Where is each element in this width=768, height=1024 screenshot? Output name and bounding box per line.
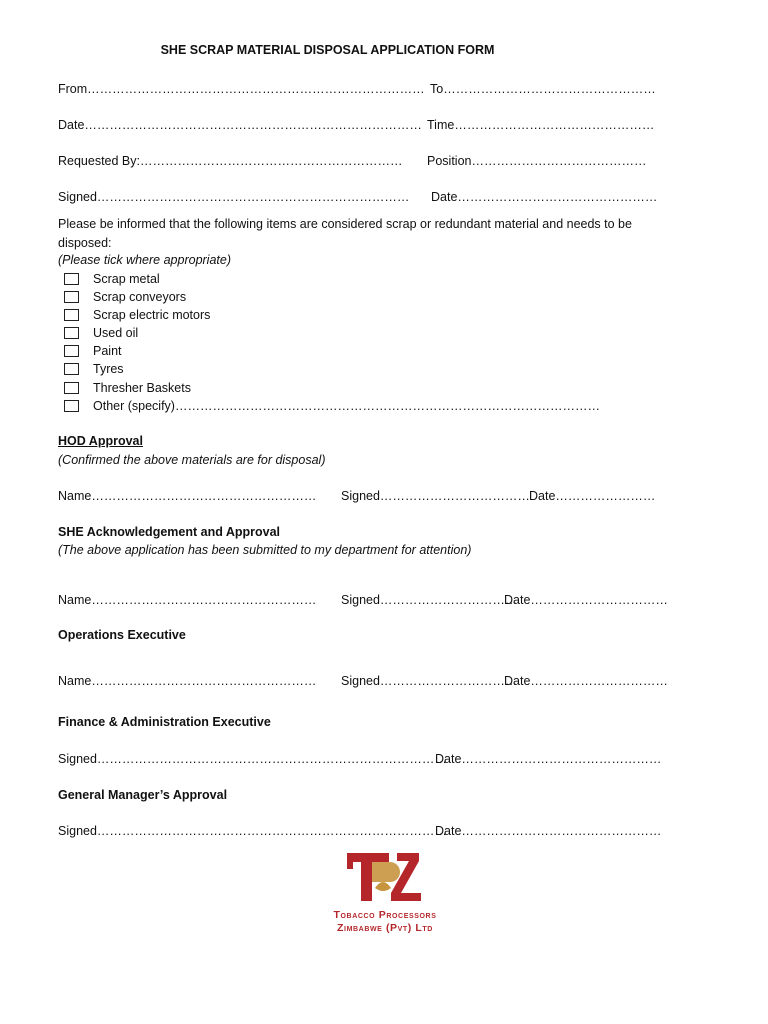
- form-title: SHE SCRAP MATERIAL DISPOSAL APPLICATION FORM: [160, 43, 495, 57]
- she-date-field[interactable]: Date……………………………: [504, 593, 668, 607]
- position-field[interactable]: Position……………………………………: [427, 154, 647, 168]
- checkbox[interactable]: [64, 363, 79, 375]
- time-field[interactable]: Time…………………………………………: [427, 118, 655, 132]
- checklist-item[interactable]: [64, 324, 138, 342]
- hod-signed-field[interactable]: Signed………………………………: [341, 489, 530, 503]
- from-field[interactable]: From………………………………………………………………………: [58, 82, 425, 96]
- ops-name-field[interactable]: Name………………………………………………: [58, 674, 317, 688]
- checklist-item[interactable]: [64, 270, 160, 288]
- hod-heading: HOD Approval: [58, 434, 143, 448]
- ops-heading: Operations Executive: [58, 628, 186, 642]
- gm-date-field[interactable]: Date…………………………………………: [435, 824, 662, 838]
- finance-date-field[interactable]: Date…………………………………………: [435, 752, 662, 766]
- gm-signed-field[interactable]: Signed…………………………………………………………………………: [58, 824, 447, 838]
- checklist-label: Scrap metal: [93, 272, 160, 286]
- tick-note: (Please tick where appropriate): [58, 253, 231, 267]
- checklist-item[interactable]: [64, 288, 186, 306]
- ops-date-field[interactable]: Date……………………………: [504, 674, 668, 688]
- to-field[interactable]: To……………………………………………: [430, 82, 656, 96]
- checkbox[interactable]: [64, 382, 79, 394]
- checkbox[interactable]: [64, 273, 79, 285]
- she-note: (The above application has been submitted to my department for attention): [58, 543, 472, 557]
- intro-paragraph: Please be informed that the following items are considered scrap or redundant material and needs to be disposed:: [58, 217, 632, 250]
- logo-line1: Tobacco Processors: [333, 909, 437, 921]
- finance-signed-field[interactable]: Signed…………………………………………………………………………: [58, 752, 447, 766]
- checklist-label: Used oil: [93, 326, 139, 340]
- requested-by-field[interactable]: Requested By:………………………………………………………: [58, 154, 403, 168]
- finance-heading: Finance & Administration Executive: [58, 715, 271, 729]
- checklist-item[interactable]: [64, 379, 191, 397]
- she-name-field[interactable]: Name………………………………………………: [58, 593, 317, 607]
- checklist-label: Tyres: [93, 362, 124, 376]
- hod-note: (Confirmed the above materials are for disposal): [58, 453, 326, 467]
- gm-heading: General Manager’s Approval: [58, 788, 228, 802]
- checklist-item[interactable]: [64, 342, 122, 360]
- checkbox[interactable]: [64, 345, 79, 357]
- checkbox[interactable]: [64, 291, 79, 303]
- ops-signed-field[interactable]: Signed……………………………: [341, 674, 518, 688]
- signed-field[interactable]: Signed…………………………………………………………………: [58, 190, 410, 204]
- checklist-label: Scrap electric motors: [93, 308, 211, 322]
- she-heading: SHE Acknowledgement and Approval: [58, 525, 281, 539]
- hod-date-field[interactable]: Date……………………: [529, 489, 656, 503]
- she-signed-field[interactable]: Signed……………………………: [341, 593, 518, 607]
- checkbox[interactable]: [64, 309, 79, 321]
- checklist-label: Paint: [93, 344, 122, 358]
- date-field[interactable]: Date………………………………………………………………………: [58, 118, 422, 132]
- checklist-item[interactable]: [64, 397, 600, 415]
- date-field-2[interactable]: Date…………………………………………: [431, 190, 658, 204]
- checklist-label: Other (specify)…………………………………………………………………………………………: [93, 399, 600, 413]
- checkbox[interactable]: [64, 327, 79, 339]
- checklist-item[interactable]: [64, 360, 124, 378]
- checklist-label: Thresher Baskets: [93, 381, 191, 395]
- checklist-label: Scrap conveyors: [93, 290, 187, 304]
- hod-name-field[interactable]: Name………………………………………………: [58, 489, 317, 503]
- checkbox[interactable]: [64, 400, 79, 412]
- logo-line2: Zimbabwe (Pvt) Ltd: [337, 922, 433, 934]
- checklist-item[interactable]: [64, 306, 210, 324]
- company-logo: [305, 850, 465, 940]
